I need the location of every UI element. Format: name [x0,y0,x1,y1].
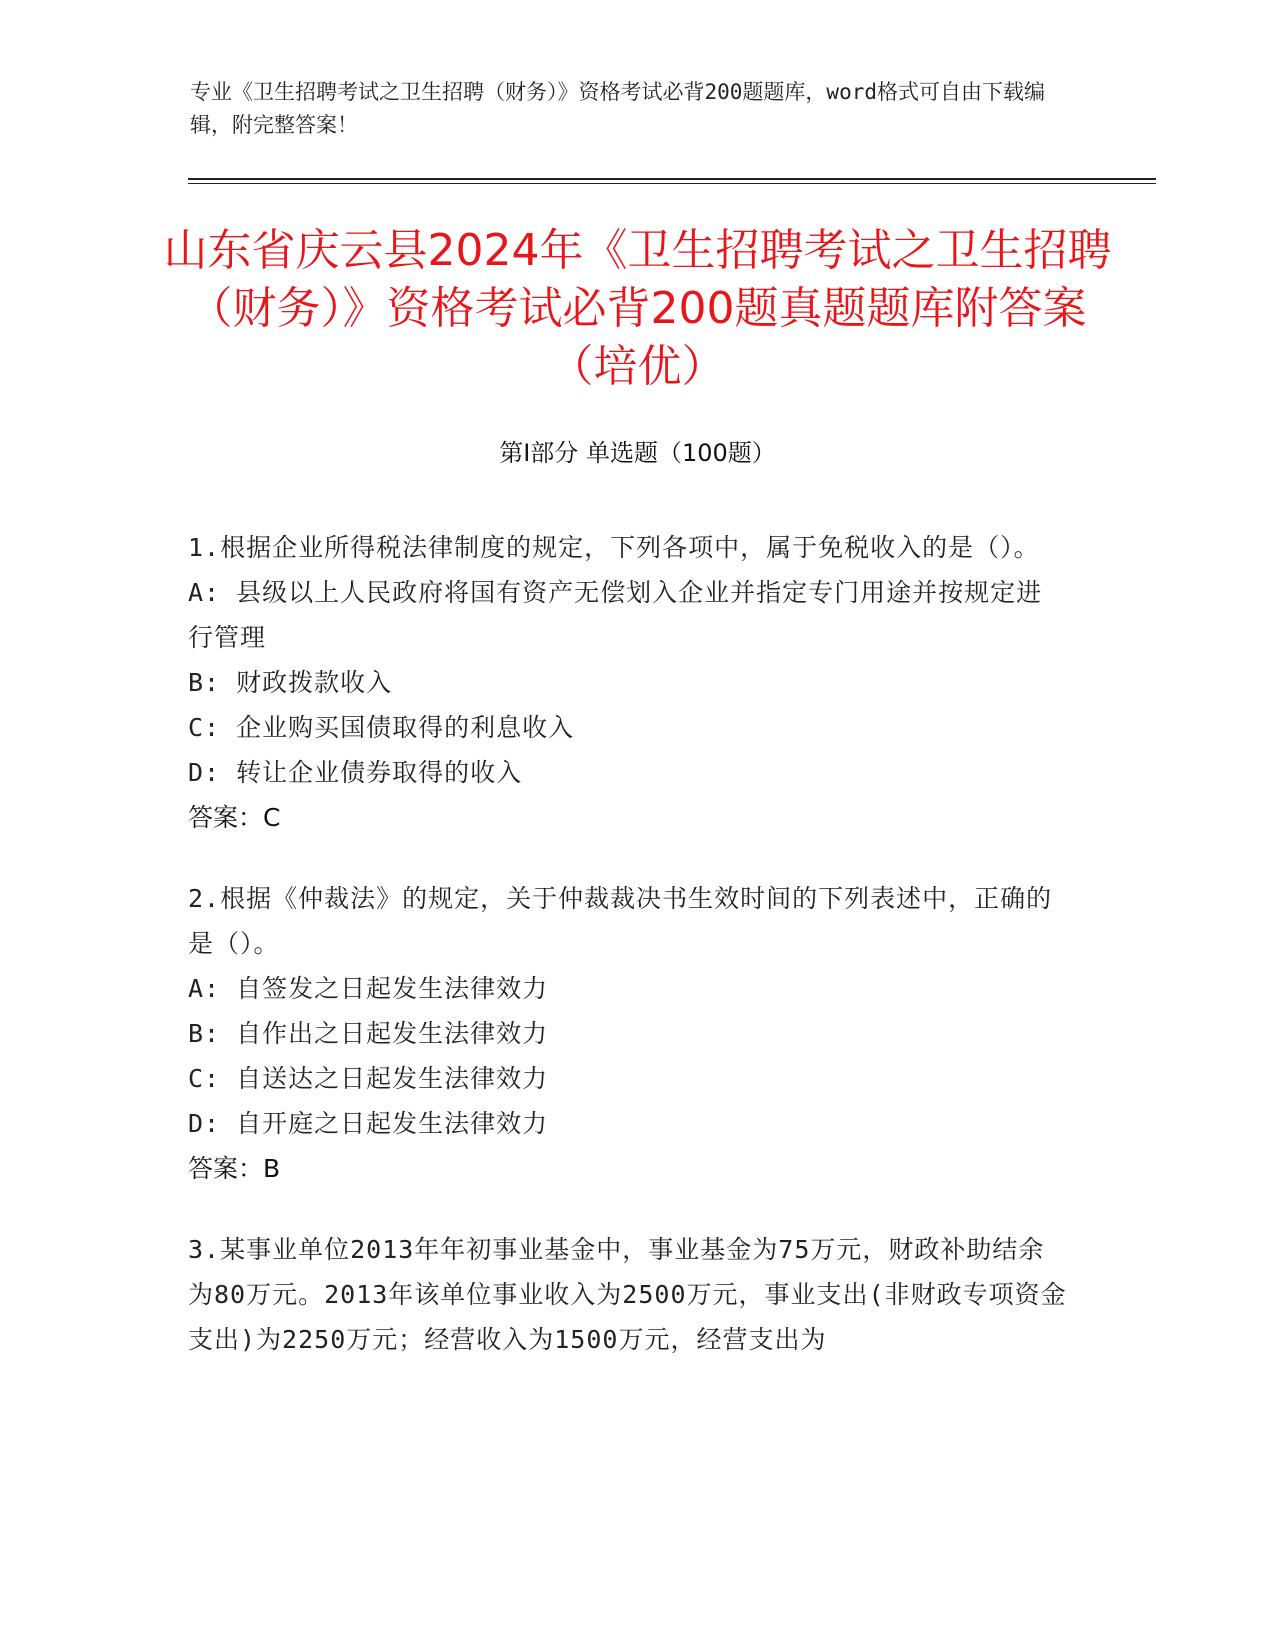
answer: 答案：C [188,803,281,832]
option-b: B: 自作出之日起发生法律效力 [188,1019,549,1048]
option-a: A: 自签发之日起发生法律效力 [188,974,549,1003]
header-note: 专业《卫生招聘考试之卫生招聘（财务）》资格考试必背200题题库，word格式可自由下载编辑，附完整答案！ [190,80,1045,137]
question-3 [188,1227,1068,1362]
question-1 [188,525,1068,840]
header-rule-thick [188,178,1156,180]
question-text: 3.某事业单位2013年年初事业基金中，事业基金为75万元，财政补助结余为80万元。2013年该单位事业收入为2500万元，事业支出(非财政专项资金支出)为2250万元；经营收入为1500万元，经营支出为 [188,1235,1067,1354]
option-d: D: 自开庭之日起发生法律效力 [188,1109,549,1138]
answer: 答案：B [188,1154,281,1183]
option-c: C: 自送达之日起发生法律效力 [188,1064,549,1093]
header-rule-thin [188,183,1156,184]
option-b: B: 财政拨款收入 [188,668,393,697]
option-c: C: 企业购买国债取得的利息收入 [188,713,575,742]
document-title: 山东省庆云县2024年《卫生招聘考试之卫生招聘（财务）》资格考试必背200题真题题库附答案（培优） [163,225,1112,392]
question-text: 2.根据《仲裁法》的规定，关于仲裁裁决书生效时间的下列表述中，正确的是（）。 [188,884,1053,958]
section-heading: 第Ⅰ部分 单选题（100题） [499,439,776,467]
question-2 [188,876,1068,1191]
question-list [188,525,1068,1398]
option-a: A: 县级以上人民政府将国有资产无偿划入企业并指定专门用途并按规定进行管理 [188,578,1043,652]
question-text: 1.根据企业所得税法律制度的规定，下列各项中，属于免税收入的是（）。 [188,533,1040,562]
option-d: D: 转让企业债券取得的收入 [188,758,523,787]
